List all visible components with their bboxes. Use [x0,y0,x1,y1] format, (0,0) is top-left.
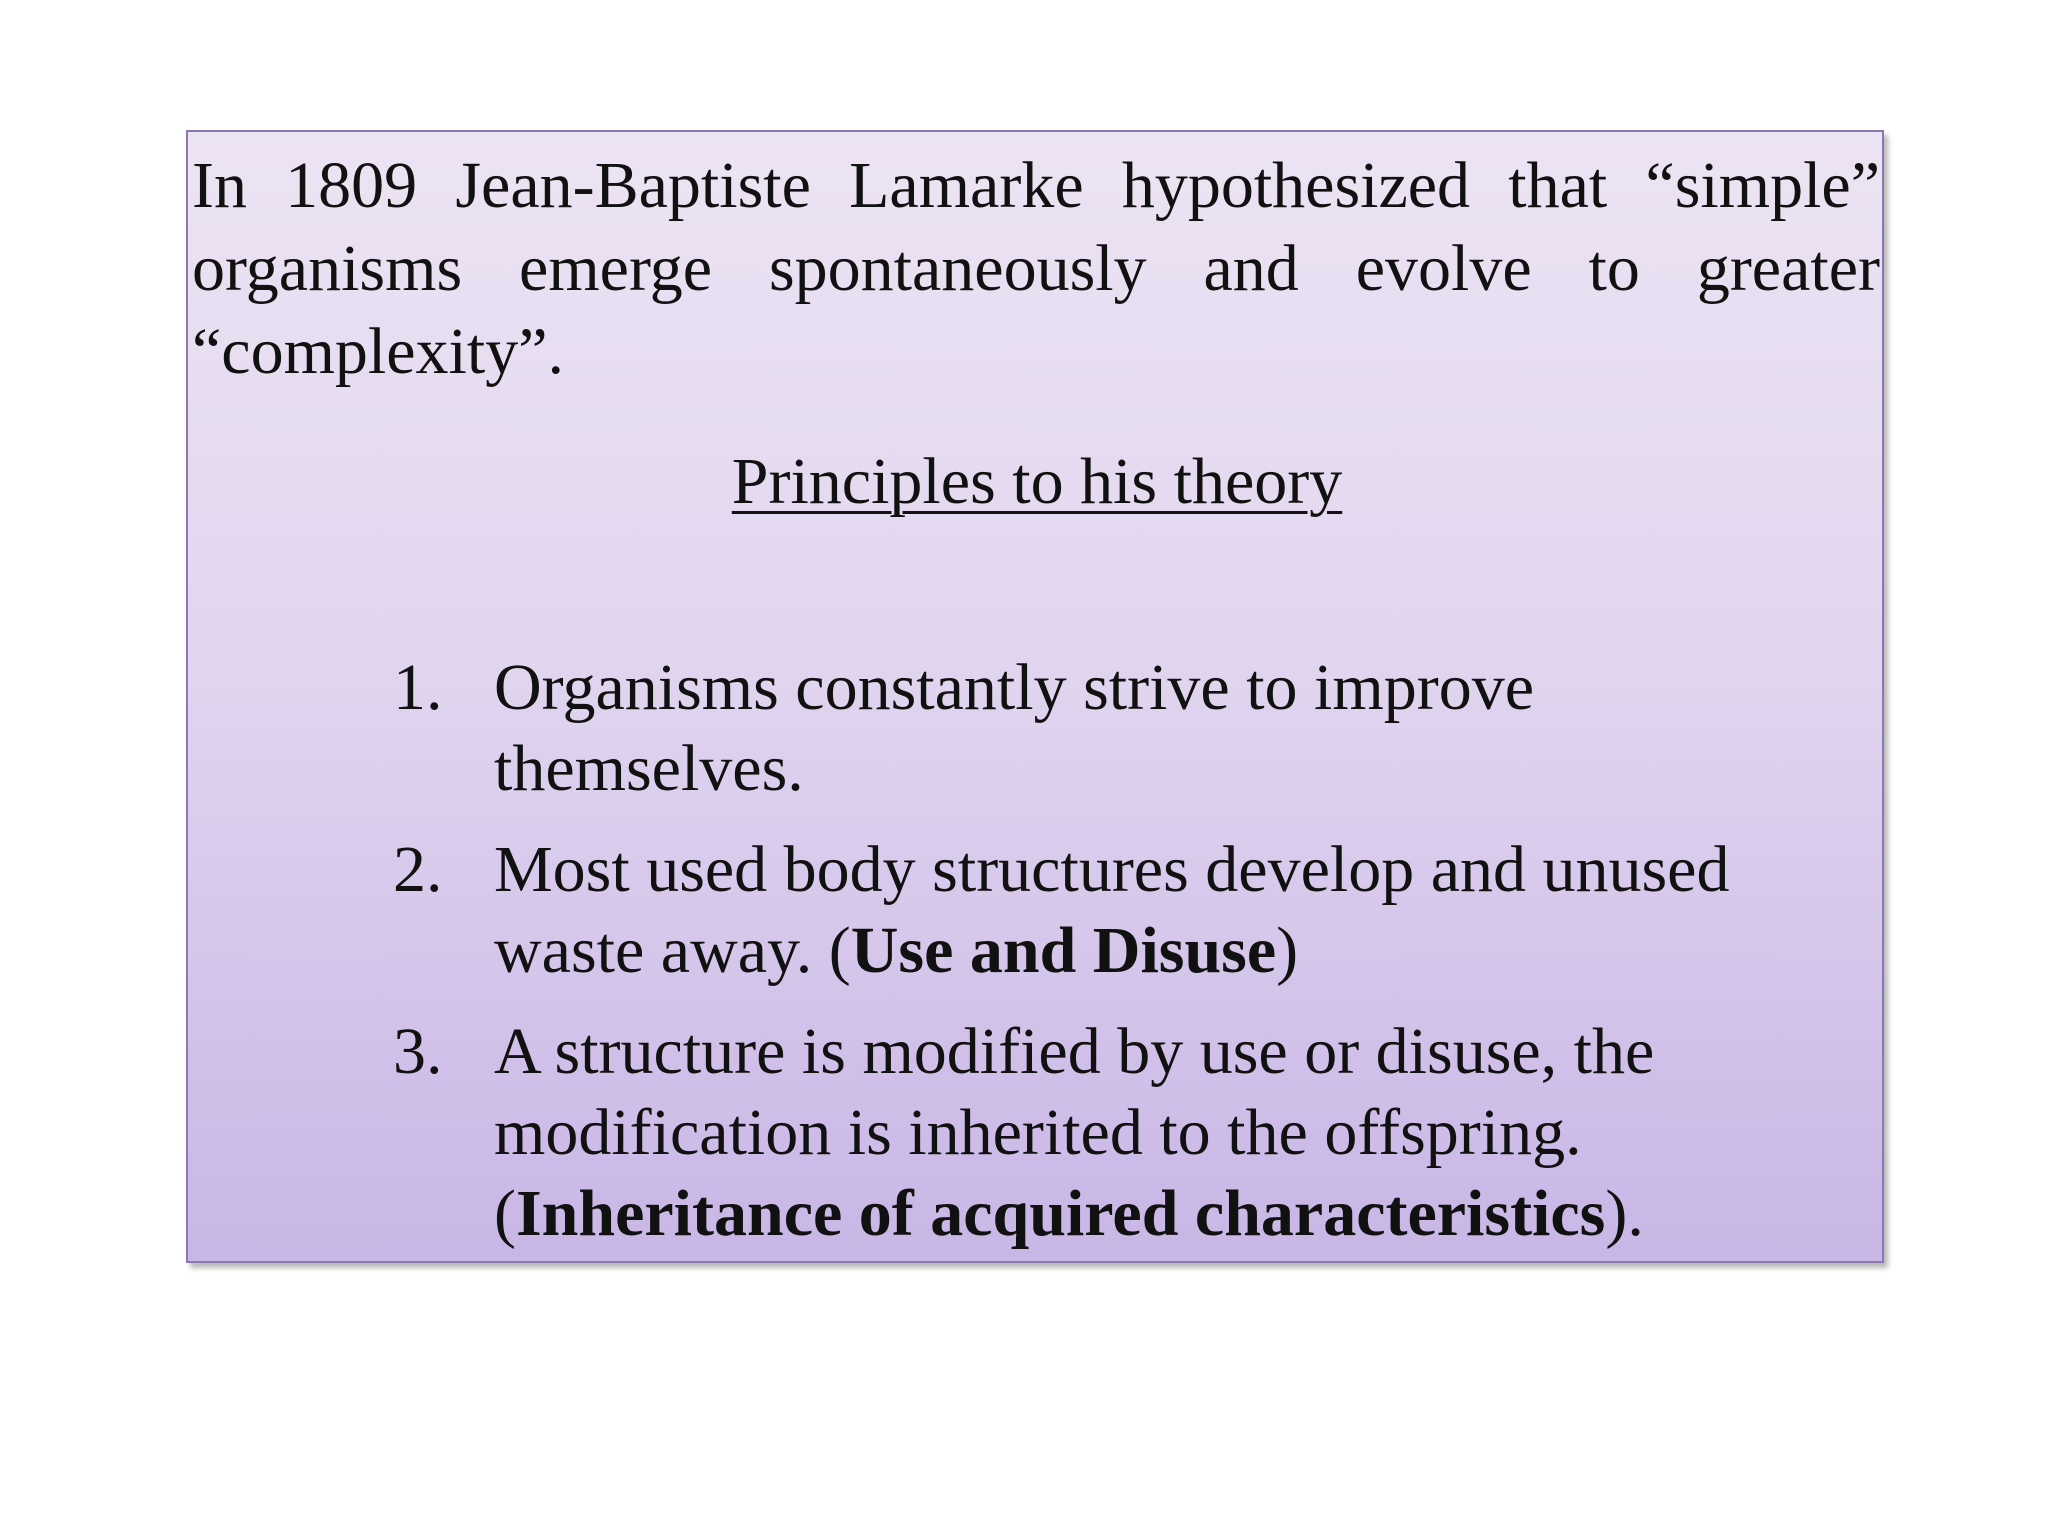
principle-item [188,647,1886,809]
principle-item [188,829,1886,991]
principle-number: 3. [393,1015,443,1088]
principle-body: Most used body structures develop and unused waste away. [494,833,1730,987]
principle-term: Use and Disuse [850,914,1277,987]
principle-text [494,1011,1786,1254]
principles-heading: Principles to his theory [731,445,1343,518]
term-close-paren: ). [1605,1177,1644,1250]
principle-item [188,1011,1886,1254]
principle-term: Inheritance of acquired characteristics [515,1177,1606,1250]
principle-body: Organisms constantly strive to improve themselves. [494,651,1534,805]
term-open-paren: ( [828,914,851,987]
term-close-paren: ) [1276,914,1299,987]
principles-list [188,647,1886,1274]
slide-content-box [186,130,1884,1263]
principle-text [494,647,1786,809]
term-open-paren: ( [494,1177,516,1250]
principle-body: A structure is modified by use or disuse, the modification is inherited to the offspring. [494,1015,1655,1169]
principle-text [494,829,1786,991]
principle-number: 2. [393,833,443,906]
principle-number: 1. [393,651,443,724]
intro-paragraph: In 1809 Jean-Baptiste Lamarke hypothesized that “simple” organisms emerge spontaneously and evolve to greater “complexity”. [192,149,1880,388]
